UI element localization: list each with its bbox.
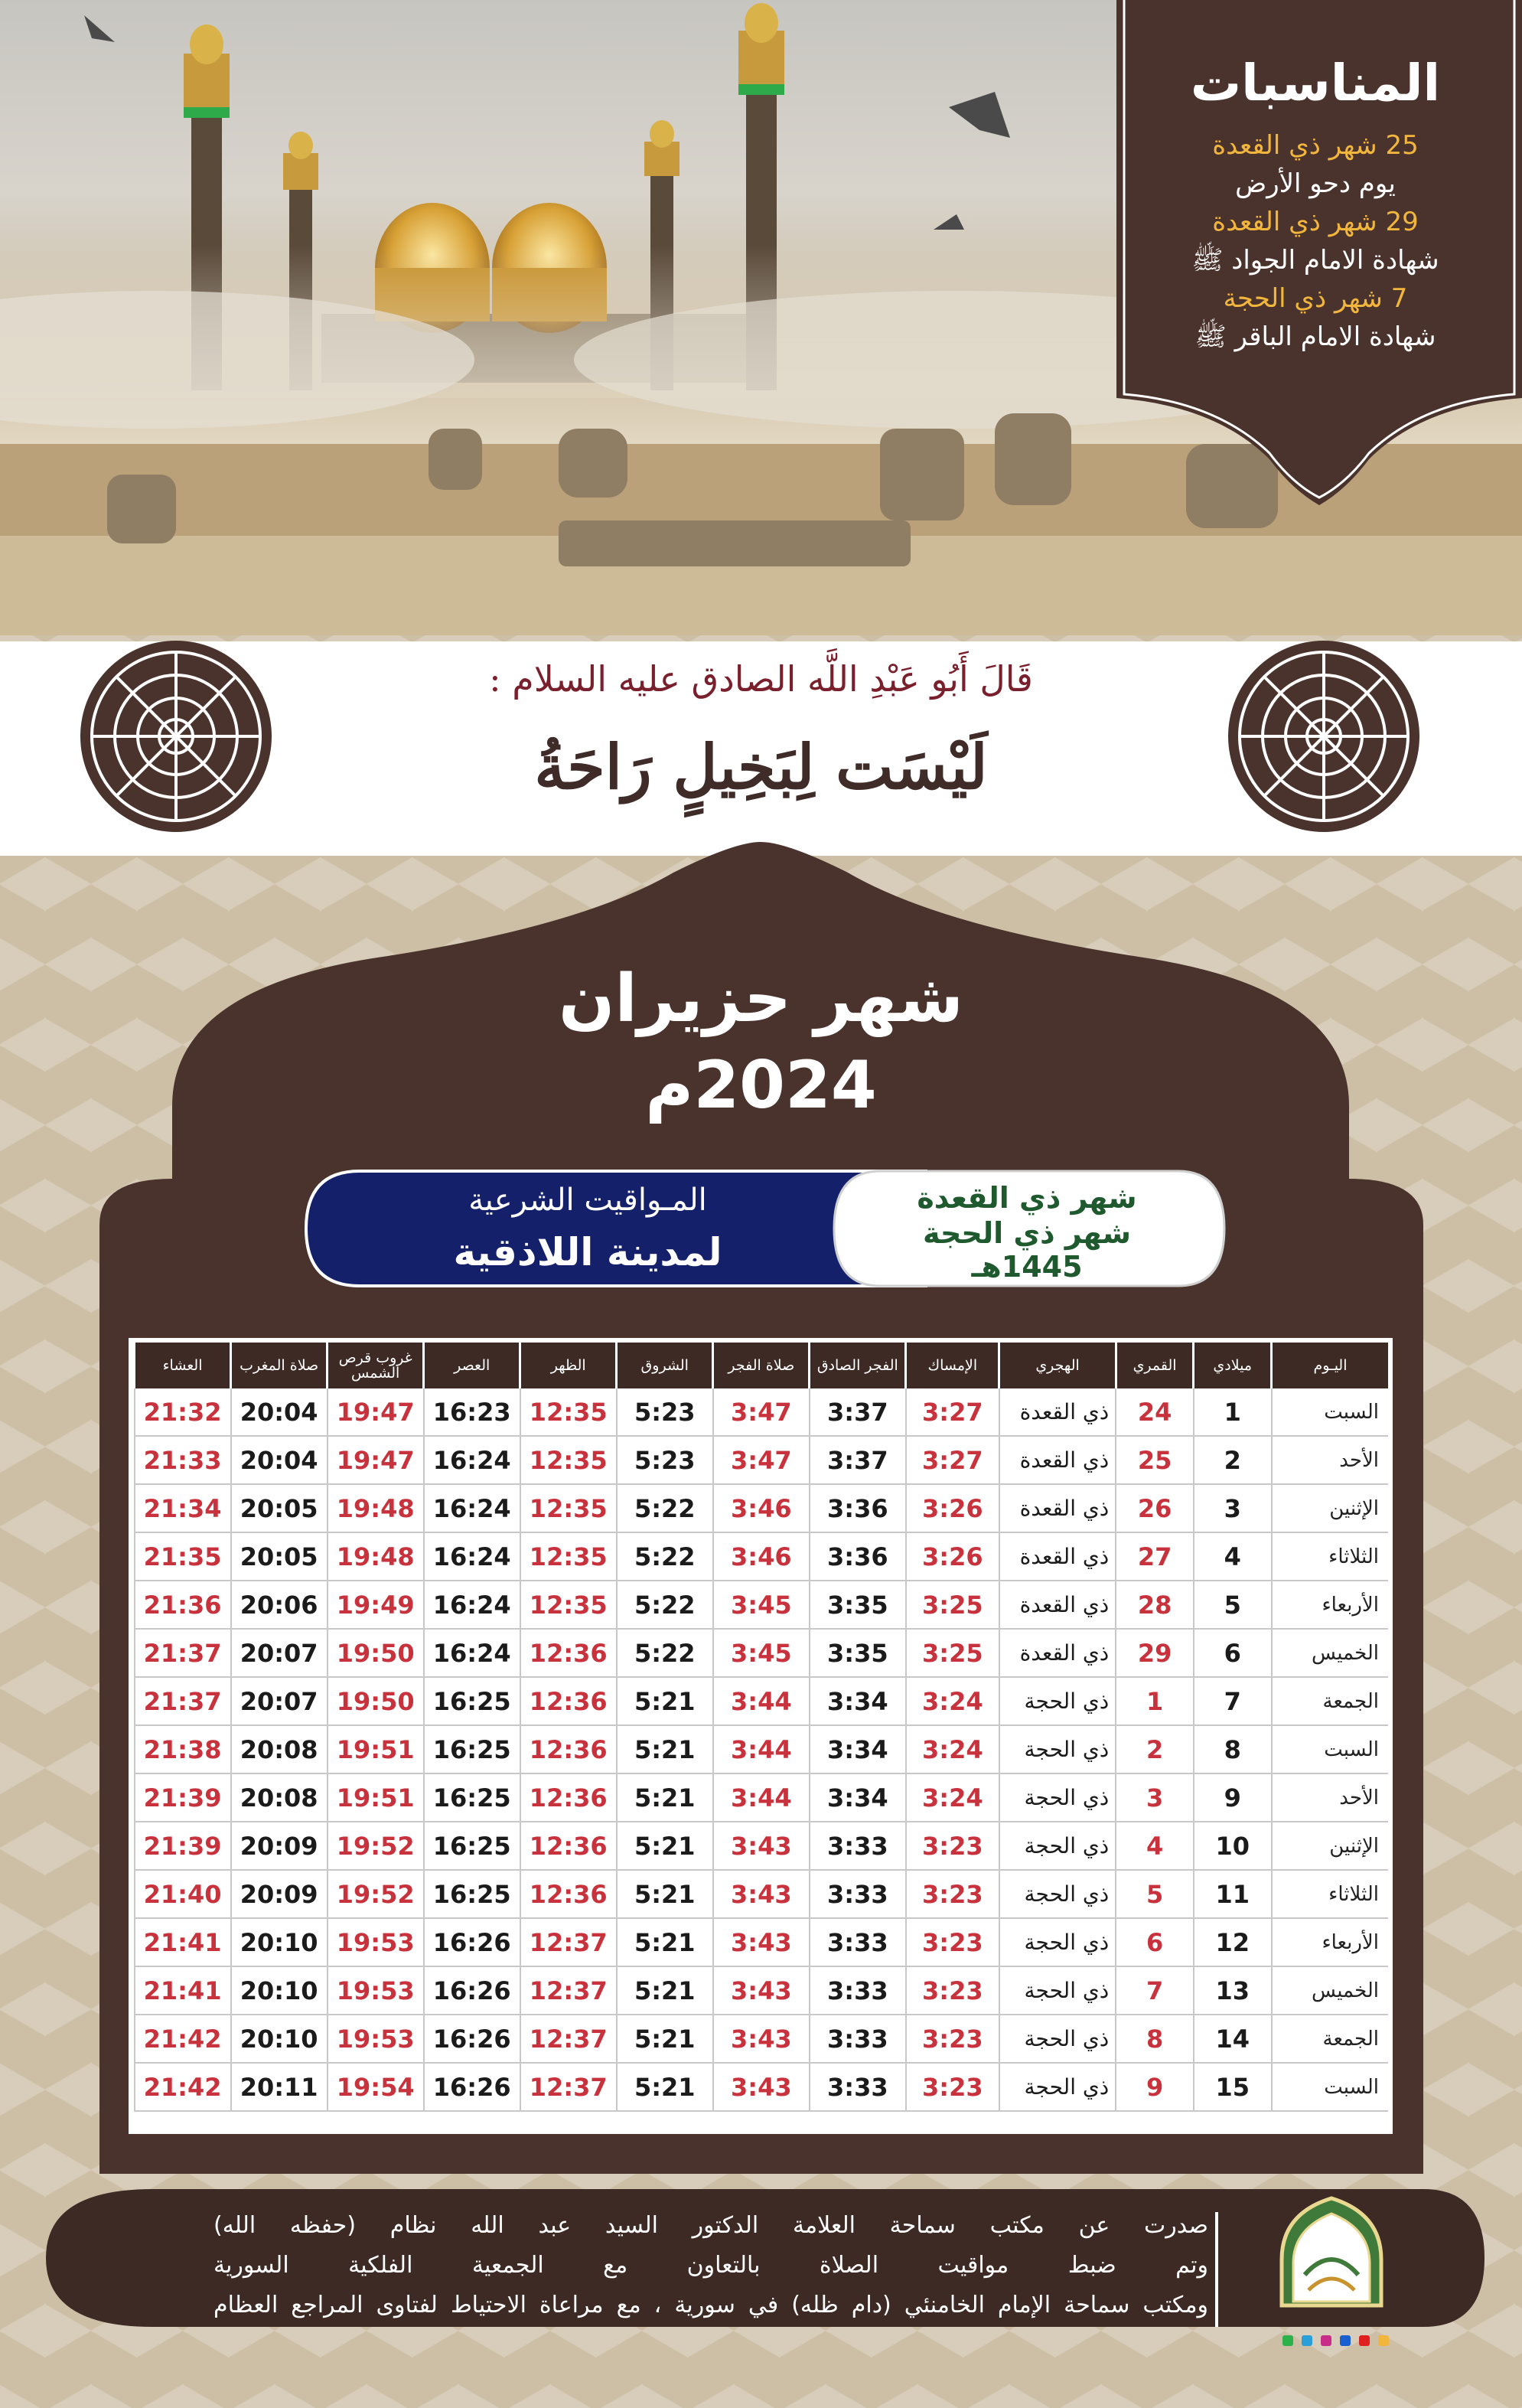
- table-cell: 20:08: [231, 1725, 328, 1773]
- table-cell: 12:36: [520, 1677, 617, 1725]
- table-cell: ذي الحجة: [999, 1918, 1116, 1966]
- table-cell: 3:23: [906, 1966, 999, 2015]
- table-cell: الثلاثاء: [1272, 1870, 1388, 1918]
- table-cell: 3:44: [713, 1773, 810, 1822]
- table-cell: 19:50: [328, 1677, 424, 1725]
- table-cell: الأربعاء: [1272, 1581, 1388, 1629]
- table-cell: 3:46: [713, 1484, 810, 1532]
- table-cell: 20:04: [231, 1436, 328, 1484]
- facebook-icon[interactable]: [1340, 2335, 1351, 2346]
- table-cell: 16:24: [424, 1581, 520, 1629]
- table-cell: 1: [1194, 1388, 1272, 1436]
- table-cell: 12:36: [520, 1870, 617, 1918]
- table-cell: 3:23: [906, 1918, 999, 1966]
- table-cell: الجمعة: [1272, 1677, 1388, 1725]
- table-cell: 16:26: [424, 1966, 520, 2015]
- table-cell: 19:52: [328, 1822, 424, 1870]
- table-cell: 3:43: [713, 1918, 810, 1966]
- table-cell: 24: [1116, 1388, 1194, 1436]
- table-cell: 3:36: [810, 1484, 906, 1532]
- times-label: المـواقيت الشرعية: [468, 1183, 707, 1218]
- table-cell: 3:43: [713, 2015, 810, 2063]
- table-cell: 20:08: [231, 1773, 328, 1822]
- prayer-times-table: [129, 1338, 1393, 2134]
- table-cell: 3:26: [906, 1532, 999, 1581]
- hijri-month-2: شهر ذي الحجة: [923, 1216, 1131, 1250]
- table-row: [135, 1532, 1389, 1581]
- table-cell: 21:39: [135, 1773, 231, 1822]
- table-cell: الأربعاء: [1272, 1918, 1388, 1966]
- table-cell: 5:21: [617, 2063, 713, 2111]
- table-cell: 3:37: [810, 1388, 906, 1436]
- table-cell: 5:23: [617, 1388, 713, 1436]
- table-cell: 20:10: [231, 1918, 328, 1966]
- column-header: غروب قرص الشمس: [328, 1343, 424, 1388]
- hadith-intro: قَالَ أَبُو عَبْدِ اللَّه الصادق عليه السلام :: [489, 658, 1033, 700]
- table-cell: 20:10: [231, 2015, 328, 2063]
- table-cell: 3:36: [810, 1532, 906, 1581]
- table-cell: ذي الحجة: [999, 1822, 1116, 1870]
- occasion-date: 7 شهر ذي الحجة: [1223, 283, 1408, 314]
- table-cell: 3:24: [906, 1773, 999, 1822]
- table-cell: 3:34: [810, 1677, 906, 1725]
- table-cell: 19:47: [328, 1436, 424, 1484]
- table-cell: 20:06: [231, 1581, 328, 1629]
- table-cell: 20:05: [231, 1484, 328, 1532]
- table-cell: 6: [1194, 1629, 1272, 1677]
- table-cell: الجمعة: [1272, 2015, 1388, 2063]
- table-cell: 16:26: [424, 1918, 520, 1966]
- table-cell: 10: [1194, 1822, 1272, 1870]
- table-row: [135, 1581, 1389, 1629]
- column-header: الشروق: [617, 1343, 713, 1388]
- column-header: الهجري: [999, 1343, 1116, 1388]
- table-cell: 20:05: [231, 1532, 328, 1581]
- table-row: [135, 2015, 1389, 2063]
- column-header: العصر: [424, 1343, 520, 1388]
- table-cell: ذي القعدة: [999, 1388, 1116, 1436]
- table-cell: 20:07: [231, 1629, 328, 1677]
- table-cell: 19:53: [328, 1966, 424, 2015]
- table-cell: 8: [1116, 2015, 1194, 2063]
- table-cell: 26: [1116, 1484, 1194, 1532]
- table-cell: 3:35: [810, 1629, 906, 1677]
- table-cell: ذي الحجة: [999, 1870, 1116, 1918]
- footer-line-3: ومكتب سماحة الإمام الخامنئي (دام ظله) في سورية ، مع مراعاة الاحتياط لفتاوى المراجع العظام: [213, 2292, 1208, 2318]
- table-row: [135, 1725, 1389, 1773]
- instagram-icon[interactable]: [1321, 2335, 1331, 2346]
- table-cell: 15: [1194, 2063, 1272, 2111]
- table-cell: 7: [1116, 1966, 1194, 2015]
- table-cell: 21:32: [135, 1388, 231, 1436]
- table-cell: 3:34: [810, 1725, 906, 1773]
- table-cell: 3:33: [810, 1870, 906, 1918]
- table-cell: 5: [1116, 1870, 1194, 1918]
- hijri-year: 1445هـ: [971, 1250, 1083, 1284]
- table-cell: ذي القعدة: [999, 1629, 1116, 1677]
- table-cell: 11: [1194, 1870, 1272, 1918]
- table-cell: 12:35: [520, 1581, 617, 1629]
- hijri-months-label: [828, 1167, 1226, 1290]
- table-cell: 4: [1116, 1822, 1194, 1870]
- table-cell: 25: [1116, 1436, 1194, 1484]
- table-cell: 19:51: [328, 1725, 424, 1773]
- table-cell: 3:47: [713, 1436, 810, 1484]
- hadith-text: لَيْسَت لِبَخِيلٍ رَاحَةُ: [534, 731, 988, 803]
- table-row: [135, 1966, 1389, 2015]
- table-cell: 19:52: [328, 1870, 424, 1918]
- table-cell: 16:24: [424, 1532, 520, 1581]
- table-cell: 21:42: [135, 2015, 231, 2063]
- table-cell: 3:45: [713, 1629, 810, 1677]
- table-cell: 12:36: [520, 1725, 617, 1773]
- table-cell: 5:21: [617, 1773, 713, 1822]
- footer-line-1: صدرت عن مكتب سماحة العلامة الدكتور السيد عبد الله نظام (حفظه الله): [213, 2212, 1208, 2239]
- table-cell: 20:11: [231, 2063, 328, 2111]
- city-name: لمدينة اللاذقية: [453, 1230, 722, 1274]
- table-cell: 12:36: [520, 1822, 617, 1870]
- table-cell: ذي الحجة: [999, 1966, 1116, 2015]
- table-cell: ذي القعدة: [999, 1532, 1116, 1581]
- table-cell: 20:10: [231, 1966, 328, 2015]
- column-header: الإمساك: [906, 1343, 999, 1388]
- table-row: [135, 2063, 1389, 2111]
- whatsapp-icon[interactable]: [1282, 2335, 1293, 2346]
- table-cell: 19:47: [328, 1388, 424, 1436]
- table-cell: 21:38: [135, 1725, 231, 1773]
- table-cell: 5:22: [617, 1532, 713, 1581]
- table-row: [135, 1918, 1389, 1966]
- table-cell: 5: [1194, 1581, 1272, 1629]
- table-cell: 6: [1116, 1918, 1194, 1966]
- table-cell: 3:43: [713, 1870, 810, 1918]
- table-cell: 5:21: [617, 1677, 713, 1725]
- table-cell: 5:21: [617, 1918, 713, 1966]
- column-header: الظهر: [520, 1343, 617, 1388]
- table-cell: 3:24: [906, 1677, 999, 1725]
- table-cell: 21:37: [135, 1629, 231, 1677]
- table-cell: 3:33: [810, 1822, 906, 1870]
- column-header: ميلادي: [1194, 1343, 1272, 1388]
- footer-text: [213, 2206, 1208, 2325]
- table-cell: الإثنين: [1272, 1484, 1388, 1532]
- table-row: [135, 1822, 1389, 1870]
- table-cell: السبت: [1272, 1388, 1388, 1436]
- occasion-date: 25 شهر ذي القعدة: [1212, 130, 1419, 161]
- table-cell: 3:27: [906, 1436, 999, 1484]
- table-cell: 12:35: [520, 1532, 617, 1581]
- table-cell: 3:44: [713, 1677, 810, 1725]
- table-cell: 3:35: [810, 1581, 906, 1629]
- table-cell: 3:43: [713, 1822, 810, 1870]
- table-cell: الإثنين: [1272, 1822, 1388, 1870]
- table-cell: ذي الحجة: [999, 1773, 1116, 1822]
- table-cell: 28: [1116, 1581, 1194, 1629]
- table-cell: 3:23: [906, 2063, 999, 2111]
- column-header: الفجر الصادق: [810, 1343, 906, 1388]
- table-cell: 5:21: [617, 1822, 713, 1870]
- table-cell: 19:49: [328, 1581, 424, 1629]
- table-cell: 3: [1194, 1484, 1272, 1532]
- table-cell: 20:09: [231, 1822, 328, 1870]
- table-cell: الثلاثاء: [1272, 1532, 1388, 1581]
- table-cell: الخميس: [1272, 1966, 1388, 2015]
- table-cell: 3:33: [810, 1966, 906, 2015]
- footer-line-2: وتم ضبط مواقيت الصلاة بالتعاون مع الجمعية الفلكية السورية: [213, 2252, 1208, 2279]
- table-cell: 12:35: [520, 1436, 617, 1484]
- table-cell: 4: [1194, 1532, 1272, 1581]
- web-icon[interactable]: [1378, 2335, 1389, 2346]
- hijri-month-1: شهر ذي القعدة: [917, 1181, 1137, 1215]
- table-cell: 19:54: [328, 2063, 424, 2111]
- table-cell: 16:25: [424, 1822, 520, 1870]
- table-cell: 5:21: [617, 1870, 713, 1918]
- table-cell: 3:33: [810, 2063, 906, 2111]
- table-cell: ذي الحجة: [999, 1677, 1116, 1725]
- youtube-icon[interactable]: [1359, 2335, 1370, 2346]
- table-cell: 21:39: [135, 1822, 231, 1870]
- table-cell: الأحد: [1272, 1773, 1388, 1822]
- table-cell: 3:43: [713, 2063, 810, 2111]
- table-cell: 1: [1116, 1677, 1194, 1725]
- table-cell: 5:21: [617, 1725, 713, 1773]
- table-cell: 16:26: [424, 2015, 520, 2063]
- table-cell: 12:37: [520, 2015, 617, 2063]
- social-icons: [1276, 2335, 1391, 2350]
- table-cell: 19:50: [328, 1629, 424, 1677]
- footer-divider: [1215, 2212, 1218, 2327]
- table-cell: 20:09: [231, 1870, 328, 1918]
- table-cell: 3:44: [713, 1725, 810, 1773]
- table-cell: 3:27: [906, 1388, 999, 1436]
- column-header: صلاة المغرب: [231, 1343, 328, 1388]
- table-cell: 3:23: [906, 1870, 999, 1918]
- table-cell: ذي القعدة: [999, 1436, 1116, 1484]
- table-cell: 3:46: [713, 1532, 810, 1581]
- table-cell: 5:22: [617, 1484, 713, 1532]
- occasions-title: المناسبات: [1190, 54, 1441, 113]
- telegram-icon[interactable]: [1302, 2335, 1312, 2346]
- table-cell: 16:25: [424, 1725, 520, 1773]
- table-cell: 12:35: [520, 1484, 617, 1532]
- table-cell: 27: [1116, 1532, 1194, 1581]
- table-cell: 12:37: [520, 1918, 617, 1966]
- table-cell: 12:36: [520, 1629, 617, 1677]
- occasion-date: 29 شهر ذي القعدة: [1212, 207, 1419, 237]
- table-cell: 20:04: [231, 1388, 328, 1436]
- table-cell: 3:33: [810, 2015, 906, 2063]
- table-cell: 16:25: [424, 1870, 520, 1918]
- table-cell: 8: [1194, 1725, 1272, 1773]
- table-cell: ذي الحجة: [999, 2063, 1116, 2111]
- occasion-text: شهادة الامام الباقر ﷺ: [1194, 321, 1436, 352]
- table-cell: الأحد: [1272, 1436, 1388, 1484]
- table-cell: ذي الحجة: [999, 1725, 1116, 1773]
- table-cell: 2: [1194, 1436, 1272, 1484]
- table-cell: 13: [1194, 1966, 1272, 2015]
- table-cell: 21:40: [135, 1870, 231, 1918]
- table-cell: 20:07: [231, 1677, 328, 1725]
- table-cell: 12: [1194, 1918, 1272, 1966]
- table-cell: 19:51: [328, 1773, 424, 1822]
- table-cell: 3:23: [906, 2015, 999, 2063]
- table-cell: 16:24: [424, 1436, 520, 1484]
- table-cell: 21:36: [135, 1581, 231, 1629]
- table-row: [135, 1484, 1389, 1532]
- table-cell: السبت: [1272, 2063, 1388, 2111]
- table-cell: 16:24: [424, 1629, 520, 1677]
- column-header: القمري: [1116, 1343, 1194, 1388]
- table-cell: 16:24: [424, 1484, 520, 1532]
- table-cell: 12:37: [520, 1966, 617, 2015]
- table-cell: 19:48: [328, 1484, 424, 1532]
- table-cell: 9: [1116, 2063, 1194, 2111]
- table-cell: 16:25: [424, 1677, 520, 1725]
- table-cell: 2: [1116, 1725, 1194, 1773]
- table-cell: 21:37: [135, 1677, 231, 1725]
- table-row: [135, 1436, 1389, 1484]
- table-cell: 12:36: [520, 1773, 617, 1822]
- table-cell: 5:21: [617, 1966, 713, 2015]
- table-cell: 21:41: [135, 1966, 231, 2015]
- table-cell: 16:25: [424, 1773, 520, 1822]
- table-cell: 3:23: [906, 1822, 999, 1870]
- table-cell: ذي الحجة: [999, 2015, 1116, 2063]
- occasion-text: شهادة الامام الجواد ﷺ: [1191, 245, 1439, 276]
- table-row: [135, 1388, 1389, 1436]
- table-cell: 16:26: [424, 2063, 520, 2111]
- table-cell: 21:42: [135, 2063, 231, 2111]
- table-row: [135, 1870, 1389, 1918]
- table-cell: 5:22: [617, 1629, 713, 1677]
- table-cell: 19:53: [328, 2015, 424, 2063]
- table-cell: الخميس: [1272, 1629, 1388, 1677]
- table-cell: 12:35: [520, 1388, 617, 1436]
- month-title: شهر حزيران: [559, 961, 963, 1037]
- table-cell: 3:43: [713, 1966, 810, 2015]
- table-cell: 3:37: [810, 1436, 906, 1484]
- column-header: العشاء: [135, 1343, 231, 1388]
- table-cell: 3:24: [906, 1725, 999, 1773]
- table-row: [135, 1677, 1389, 1725]
- table-cell: 5:22: [617, 1581, 713, 1629]
- table-cell: 21:41: [135, 1918, 231, 1966]
- table-row: [135, 1773, 1389, 1822]
- table-cell: 14: [1194, 2015, 1272, 2063]
- column-header: اليـوم: [1272, 1343, 1388, 1388]
- table-cell: 3:45: [713, 1581, 810, 1629]
- table-cell: ذي القعدة: [999, 1581, 1116, 1629]
- table-cell: 5:21: [617, 2015, 713, 2063]
- table-cell: 19:53: [328, 1918, 424, 1966]
- table-cell: 3:26: [906, 1484, 999, 1532]
- table-cell: 12:37: [520, 2063, 617, 2111]
- table-cell: 5:23: [617, 1436, 713, 1484]
- table-cell: 29: [1116, 1629, 1194, 1677]
- table-cell: 3:33: [810, 1918, 906, 1966]
- table-cell: ذي القعدة: [999, 1484, 1116, 1532]
- table-cell: السبت: [1272, 1725, 1388, 1773]
- table-cell: 3:47: [713, 1388, 810, 1436]
- table-cell: 3: [1116, 1773, 1194, 1822]
- table-cell: 3:25: [906, 1629, 999, 1677]
- table-cell: 7: [1194, 1677, 1272, 1725]
- table-cell: 21:34: [135, 1484, 231, 1532]
- table-cell: 16:23: [424, 1388, 520, 1436]
- table-cell: 9: [1194, 1773, 1272, 1822]
- occasion-text: يوم دحو الأرض: [1235, 168, 1396, 199]
- table-cell: 19:48: [328, 1532, 424, 1581]
- table-cell: 21:33: [135, 1436, 231, 1484]
- table-cell: 3:34: [810, 1773, 906, 1822]
- logo-dome-icon: [1266, 2191, 1397, 2321]
- table-cell: 3:25: [906, 1581, 999, 1629]
- table-cell: 21:35: [135, 1532, 231, 1581]
- column-header: صلاة الفجر: [713, 1343, 810, 1388]
- table-row: [135, 1629, 1389, 1677]
- month-year: 2024م: [645, 1047, 877, 1124]
